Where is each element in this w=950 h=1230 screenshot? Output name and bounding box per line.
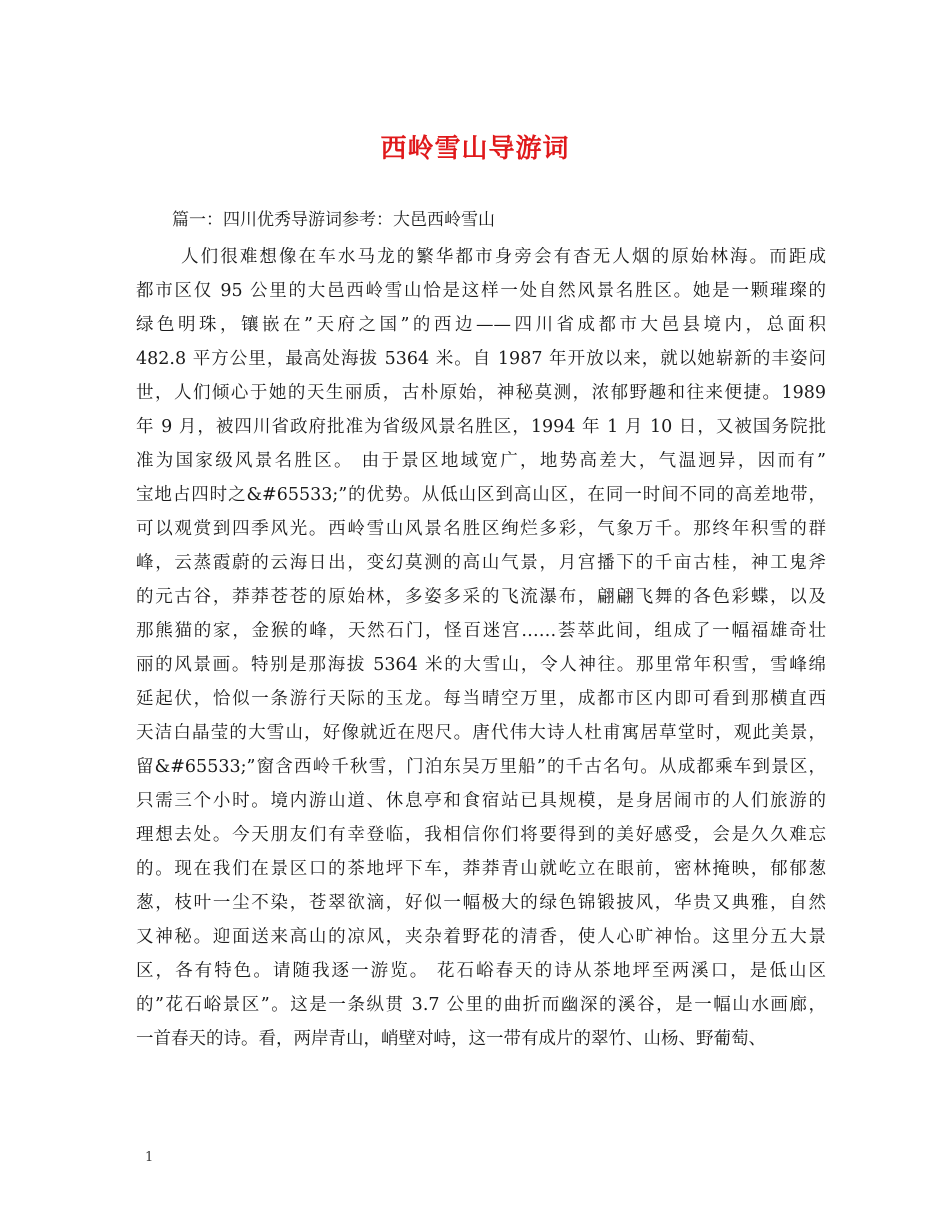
- text-line: 延起伏，恰似一条游行天际的玉龙。每当晴空万里，成都市区内即可看到那横直西: [136, 689, 826, 709]
- text-line: 峰，云蒸霞蔚的云海日出，变幻莫测的高山气景，月宫播下的千亩古桂，神工鬼斧: [136, 553, 826, 573]
- text-line: 人们很难想像在车水马龙的繁华都市身旁会有杳无人烟的原始林海。而距成: [181, 247, 826, 267]
- body-text: [136, 240, 826, 1056]
- text-line: 都市区仅 95 公里的大邑西岭雪山恰是这样一处自然风景名胜区。她是一颗璀璨的: [136, 281, 826, 301]
- text-line: 那熊猫的家，金猴的峰，天然石门，怪百迷宫……荟萃此间，组成了一幅福雄奇壮: [136, 621, 826, 641]
- text-line: 世，人们倾心于她的天生丽质，古朴原始，神秘莫测，浓郁野趣和往来便捷。1989: [136, 383, 826, 403]
- text-line: 482.8 平方公里，最高处海拔 5364 米。自 1987 年开放以来，就以她崭新的丰姿问: [136, 349, 826, 369]
- text-line: 丽的风景画。特别是那海拔 5364 米的大雪山，令人神往。那里常年积雪，雪峰绵: [136, 655, 826, 675]
- text-line: 一首春天的诗。看，两岸青山，峭壁对峙，这一带有成片的翠竹、山杨、野葡萄、: [136, 1029, 766, 1049]
- text-line: 宝地占四时之&#65533;”的优势。从低山区到高山区，在同一时间不同的高差地带，: [136, 485, 826, 505]
- text-line: 只需三个小时。境内游山道、休息亭和食宿站已具规模，是身居闹市的人们旅游的: [136, 791, 826, 811]
- text-line: 葱，枝叶一尘不染，苍翠欲滴，好似一幅极大的绿色锦锻披风，华贵又典雅，自然: [136, 893, 826, 913]
- text-line: 理想去处。今天朋友们有幸登临，我相信你们将要得到的美好感受，会是久久难忘: [136, 825, 826, 845]
- text-line: 又神秘。迎面送来高山的凉风，夹杂着野花的清香，使人心旷神怡。这里分五大景: [136, 927, 826, 947]
- text-line: 绿色明珠，镶嵌在”天府之国”的西边——四川省成都市大邑县境内，总面积: [136, 315, 826, 335]
- text-line: 的元古谷，莽莽苍苍的原始林，多姿多采的飞流瀑布，翩翩飞舞的各色彩蝶，以及: [136, 587, 826, 607]
- text-line: 年 9 月，被四川省政府批准为省级风景名胜区，1994 年 1 月 10 日，又被国务院批: [136, 417, 826, 437]
- section-heading: 篇一：四川优秀导游词参考：大邑西岭雪山: [172, 210, 495, 230]
- text-line: 天洁白晶莹的大雪山，好像就近在咫尺。唐代伟大诗人杜甫寓居草堂时，观此美景，: [136, 723, 826, 743]
- text-line: 区，各有特色。请随我逐一游览。 花石峪春天的诗从茶地坪至两溪口，是低山区: [136, 961, 826, 981]
- text-line: 可以观赏到四季风光。西岭雪山风景名胜区绚烂多彩，气象万千。那终年积雪的群: [136, 519, 826, 539]
- text-line: 准为国家级风景名胜区。 由于景区地域宽广，地势高差大，气温迥异，因而有”: [136, 451, 826, 471]
- page-number: 1: [145, 1150, 154, 1165]
- document-title: 西岭雪山导游词: [380, 134, 570, 164]
- text-line: 留&#65533;”窗含西岭千秋雪，门泊东吴万里船”的千古名句。从成都乘车到景区，: [136, 757, 826, 777]
- text-line: 的。现在我们在景区口的茶地坪下车，莽莽青山就屹立在眼前，密林掩映，郁郁葱: [136, 859, 826, 879]
- text-line: 的”花石峪景区”。这是一条纵贯 3.7 公里的曲折而幽深的溪谷，是一幅山水画廊，: [136, 995, 826, 1015]
